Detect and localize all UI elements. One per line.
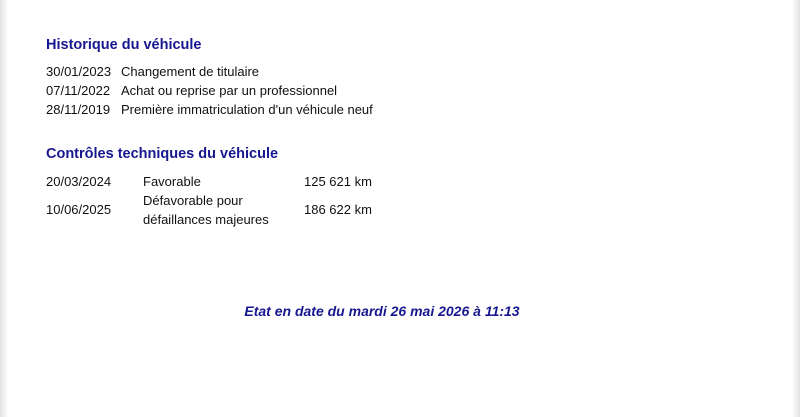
history-entry: [46, 64, 259, 79]
inspection-km: 125 621 km: [304, 174, 372, 189]
inspection-date: 10/06/2025: [46, 202, 112, 217]
inspection-result: [143, 191, 269, 229]
page-edge-left: [0, 0, 8, 417]
history-entry-date: 28/11/2019: [46, 102, 111, 117]
history-entry: [46, 102, 373, 117]
inspection-date: 20/03/2024: [46, 174, 112, 189]
inspections-title: Contrôles techniques du véhicule: [46, 146, 279, 162]
inspection-result-line: Défavorable pour: [143, 193, 243, 208]
status-date-footer: Etat en date du mardi 26 mai 2026 à 11:13: [244, 303, 520, 319]
history-title: Historique du véhicule: [46, 37, 202, 53]
history-entry-date: 30/01/2023: [46, 64, 112, 79]
page-edge-right: [792, 0, 800, 417]
inspection-result-line: défaillances majeures: [143, 212, 269, 227]
history-entry-label: Première immatriculation d'un véhicule neuf: [121, 102, 373, 117]
history-entry-label: Changement de titulaire: [121, 64, 260, 79]
history-entry: [46, 83, 337, 98]
inspection-km: 186 622 km: [304, 202, 372, 217]
history-entry-label: Achat ou reprise par un professionnel: [121, 83, 338, 98]
history-entry-date: 07/11/2022: [46, 83, 111, 98]
inspection-result: Favorable: [143, 174, 201, 189]
